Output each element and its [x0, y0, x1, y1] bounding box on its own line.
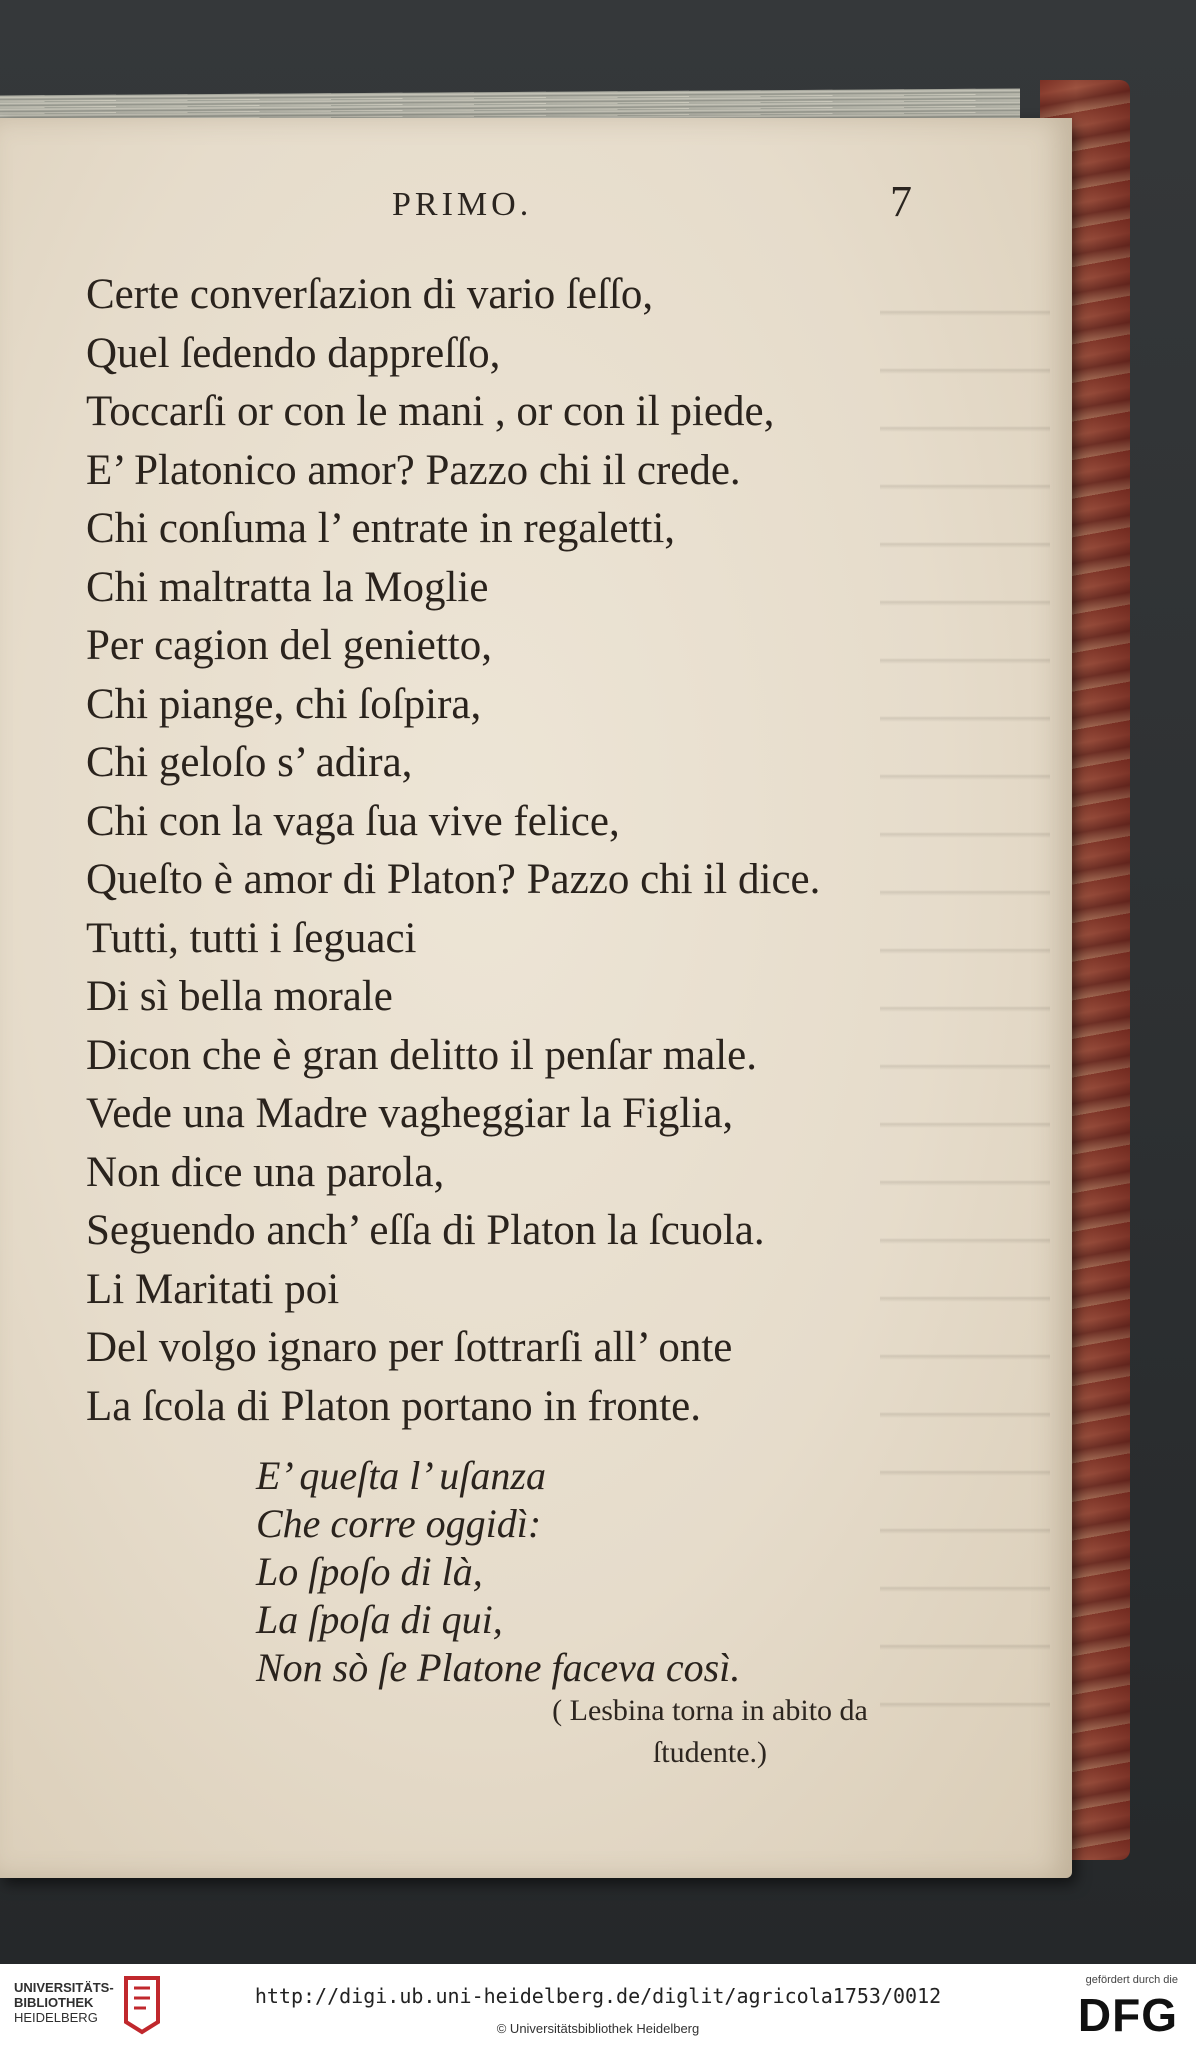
verse-line: Queſto è amor di Platon? Pazzo chi il dice.	[86, 856, 821, 903]
library-name-line: UNIVERSITÄTS-	[14, 1980, 114, 1995]
verse-line: La ſcola di Platon portano in fronte.	[86, 1382, 701, 1430]
verse-line: Non dice una parola,	[86, 1148, 445, 1196]
song-stanza	[256, 1452, 740, 1692]
permalink-url[interactable]: http://digi.ub.uni-heidelberg.de/diglit/agricola1753/0012	[254, 1984, 942, 2008]
verse-line: Seguendo anch’ eſſa di Platon la ſcuola.	[86, 1207, 765, 1254]
song-line: Lo ſpoſo di là,	[256, 1549, 483, 1594]
library-name-line: HEIDELBERG	[14, 2010, 98, 2025]
stage-direction-line: ſtudente.)	[652, 1736, 768, 1769]
verse-line: Li Maritati poi	[86, 1265, 340, 1313]
footer-bar	[0, 1964, 1196, 2052]
verse-line: Per cagion del genietto,	[86, 622, 492, 669]
verse-line: Di sì bella morale	[86, 973, 393, 1020]
verse-line: Chi maltratta la Moglie	[86, 563, 489, 611]
funding-note: gefördert durch die	[1085, 1974, 1178, 1986]
verse-line: Del volgo ignaro per ſottrarſi all’ onte	[86, 1324, 733, 1371]
verse-line: Chi conſuma l’ entrate in regaletti,	[86, 505, 676, 552]
library-name-line: BIBLIOTHEK	[14, 1995, 94, 2010]
song-line: E’ queſta l’ uſanza	[256, 1453, 546, 1498]
song-line: Non sò ſe Platone faceva così.	[256, 1645, 741, 1690]
verse-line: Chi piange, chi ſoſpira,	[86, 680, 482, 728]
verse-line: Dicon che è gran delitto il penſar male.	[86, 1031, 758, 1079]
verse-line: Certe converſazion di vario ſeſſo,	[86, 271, 654, 318]
verse-line: E’ Platonico amor? Pazzo chi il crede.	[86, 446, 741, 494]
verse-line: Chi geloſo s’ adira,	[86, 739, 413, 786]
page-number: 7	[890, 177, 912, 226]
song-line: La ſpoſa di qui,	[256, 1597, 503, 1642]
stage-direction-line: ( Lesbina torna in abito da	[552, 1694, 868, 1727]
song-line: Che corre oggidì:	[256, 1501, 542, 1546]
verse-line: Vede una Madre vagheggiar la Figlia,	[86, 1090, 734, 1137]
verse-line: Chi con la vaga ſua vive felice,	[86, 797, 620, 845]
verse-line: Quel ſedendo dappreſſo,	[86, 329, 501, 377]
copyright-notice: © Universitätsbibliothek Heidelberg	[496, 2021, 700, 2036]
dfg-logo: DFG	[1077, 1989, 1178, 2041]
verse-line: Tutti, tutti i ſeguaci	[86, 914, 417, 962]
running-title: PRIMO.	[392, 186, 533, 223]
verse-line: Toccarſi or con le mani , or con il piede,	[86, 388, 775, 435]
verse-block	[86, 266, 966, 1436]
stage-direction	[490, 1690, 930, 1774]
